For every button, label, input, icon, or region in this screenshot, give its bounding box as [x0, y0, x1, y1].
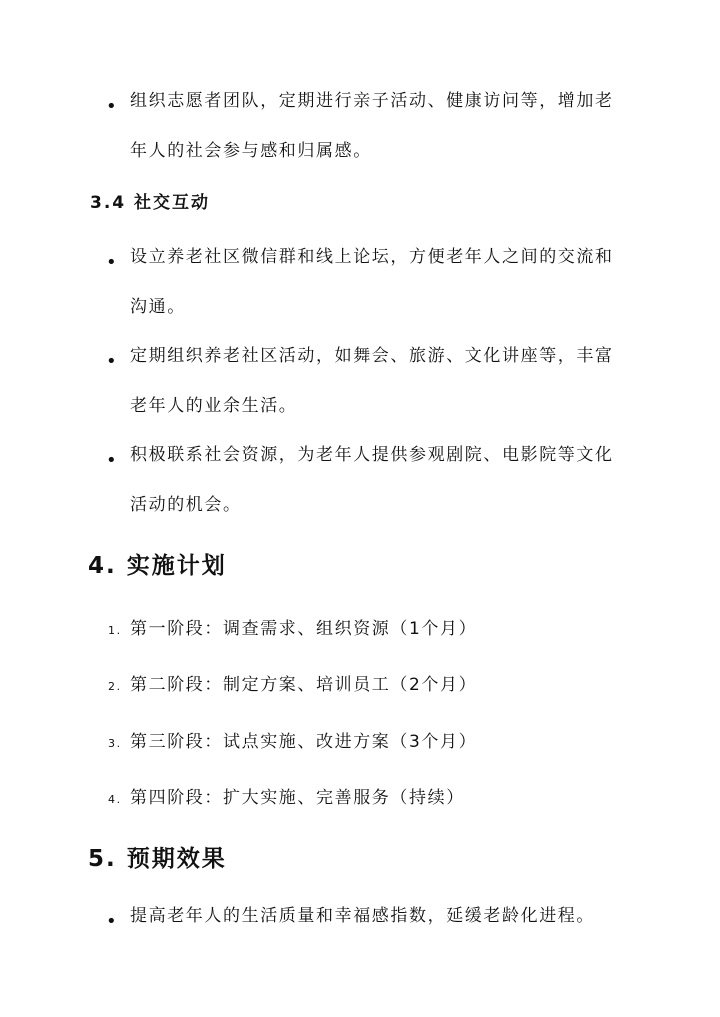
ordered-list-item	[108, 783, 465, 808]
section-heading: 4. 实施计划	[88, 553, 227, 579]
list-item-text: 提高老年人的生活质量和幸福感指数，延缓老龄化进程。	[130, 906, 595, 926]
bullet-marker: •	[106, 96, 117, 117]
list-item-text: 第四阶段：扩大实施、完善服务（持续）	[130, 788, 465, 808]
list-number: 4.	[108, 793, 122, 806]
list-item-text: 积极联系社会资源，为老年人提供参观剧院、电影院等文化活动的机会。	[130, 445, 614, 515]
list-item-text: 设立养老社区微信群和线上论坛，方便老年人之间的交流和沟通。	[130, 247, 614, 317]
bullet-marker: •	[106, 351, 117, 372]
list-item-text: 定期组织养老社区活动，如舞会、旅游、文化讲座等，丰富老年人的业余生活。	[130, 346, 614, 416]
ordered-list-item	[108, 670, 477, 695]
list-item-text: 第三阶段：试点实施、改进方案（3个月）	[130, 732, 478, 752]
list-item-text: 组织志愿者团队，定期进行亲子活动、健康访问等，增加老年人的社会参与感和归属感。	[130, 91, 614, 161]
list-number: 1.	[108, 624, 122, 637]
ordered-list-item	[108, 727, 477, 752]
list-number: 3.	[108, 737, 122, 750]
section-heading: 5. 预期效果	[88, 846, 227, 872]
list-item-text: 第一阶段：调查需求、组织资源（1个月）	[130, 619, 478, 639]
list-item-text: 第二阶段：制定方案、培训员工（2个月）	[130, 675, 478, 695]
bullet-marker: •	[106, 911, 117, 932]
list-number: 2.	[108, 680, 122, 693]
subsection-heading: 3.4 社交互动	[90, 193, 211, 213]
bullet-marker: •	[106, 252, 117, 273]
bullet-marker: •	[106, 450, 117, 471]
ordered-list-item	[108, 614, 477, 639]
